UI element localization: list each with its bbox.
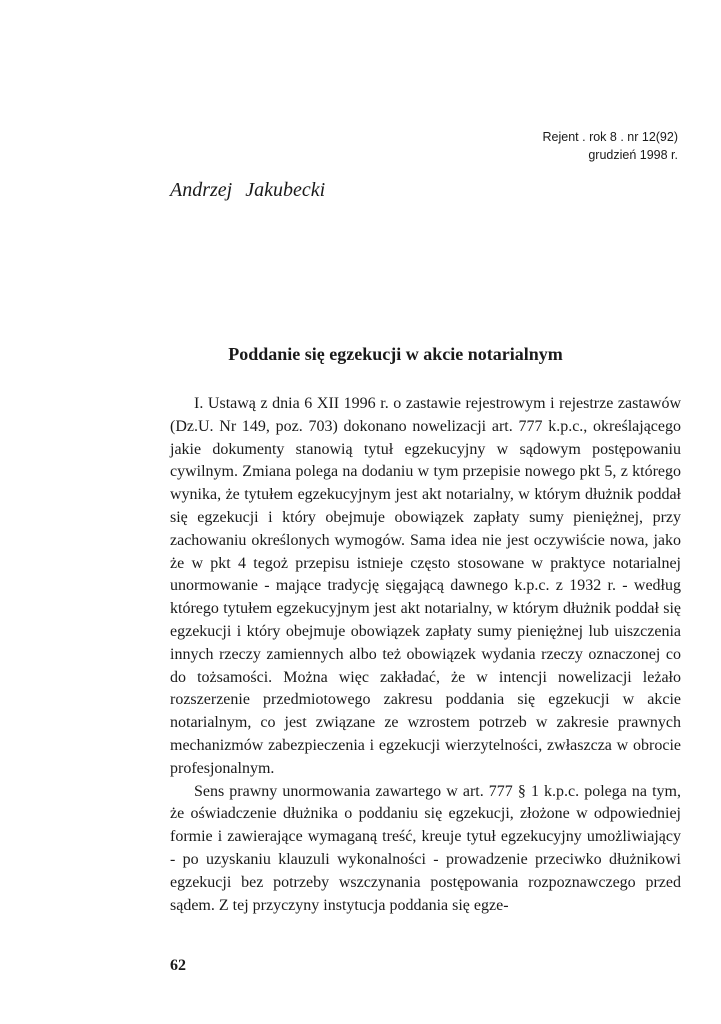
paragraph-2: Sens prawny unormowania zawartego w art. 777 § 1 k.p.c. polega na tym, że oświadczenie dłużnika o poddaniu się egzekucji, złożone w odpowiedniej formie i zawierające wymaganą treść, kreuje tytuł egzekucyjny umożliwiający - po uzyskaniu klauzuli wykonalności - prowadzenie przeciwko dłużnikowi egzekucji bez potrzeby wszczynania postępowania rozpoznawczego przed sądem. Z tej przyczyny instytucja poddania się egze- [170, 782, 681, 914]
article-body [170, 393, 681, 917]
journal-issue-line: Rejent . rok 8 . nr 12(92) [542, 130, 678, 144]
journal-date-line: grudzień 1998 r. [588, 148, 678, 162]
page-number: 62 [170, 957, 186, 974]
author-name: Andrzej Jakubecki [170, 179, 326, 201]
journal-header [543, 128, 678, 164]
paragraph-1: I. Ustawą z dnia 6 XII 1996 r. o zastawie rejestrowym i rejestrze zastawów (Dz.U. Nr 149, poz. 703) dokonano nowelizacji art. 777 k.p.c., określającego jakie dokumenty stanowią tytuł egzekucyjny w sądowym postępowaniu cywilnym. Zmiana polega na dodaniu w tym przepisie nowego pkt 5, z którego wynika, że tytułem egzekucyjnym jest akt notarialny, w którym dłużnik poddał się egzekucji i który obejmuje obowiązek zapłaty sumy pieniężnej, przy zachowaniu określonych wymogów. Sama idea nie jest oczywiście nowa, jako że w pkt 4 tegoż przepisu istnieje często stosowane w praktyce notarialnej unormowanie - mające tradycję sięgającą dawnego k.p.c. z 1932 r. - według którego tytułem egzekucyjnym jest akt notarialny, w którym dłużnik poddał się egzekucji i który obejmuje obowiązek zapłaty sumy pieniężnej lub uiszczenia innych rzeczy zamiennych albo też obowiązek wydania rzeczy oznaczonej co do tożsamości. Można więc zakładać, że w intencji nowelizacji leżało rozszerzenie przedmiotowego zakresu poddania się egzekucji w akcie notarialnym, co jest związane ze wzrostem potrzeb w zakresie prawnych mechanizmów zabezpieczenia i egzekucji wierzytelności, zwłaszcza w obrocie profesjonalnym. [170, 395, 681, 777]
article-title: Poddanie się egzekucji w akcie notarialnym [228, 344, 563, 364]
